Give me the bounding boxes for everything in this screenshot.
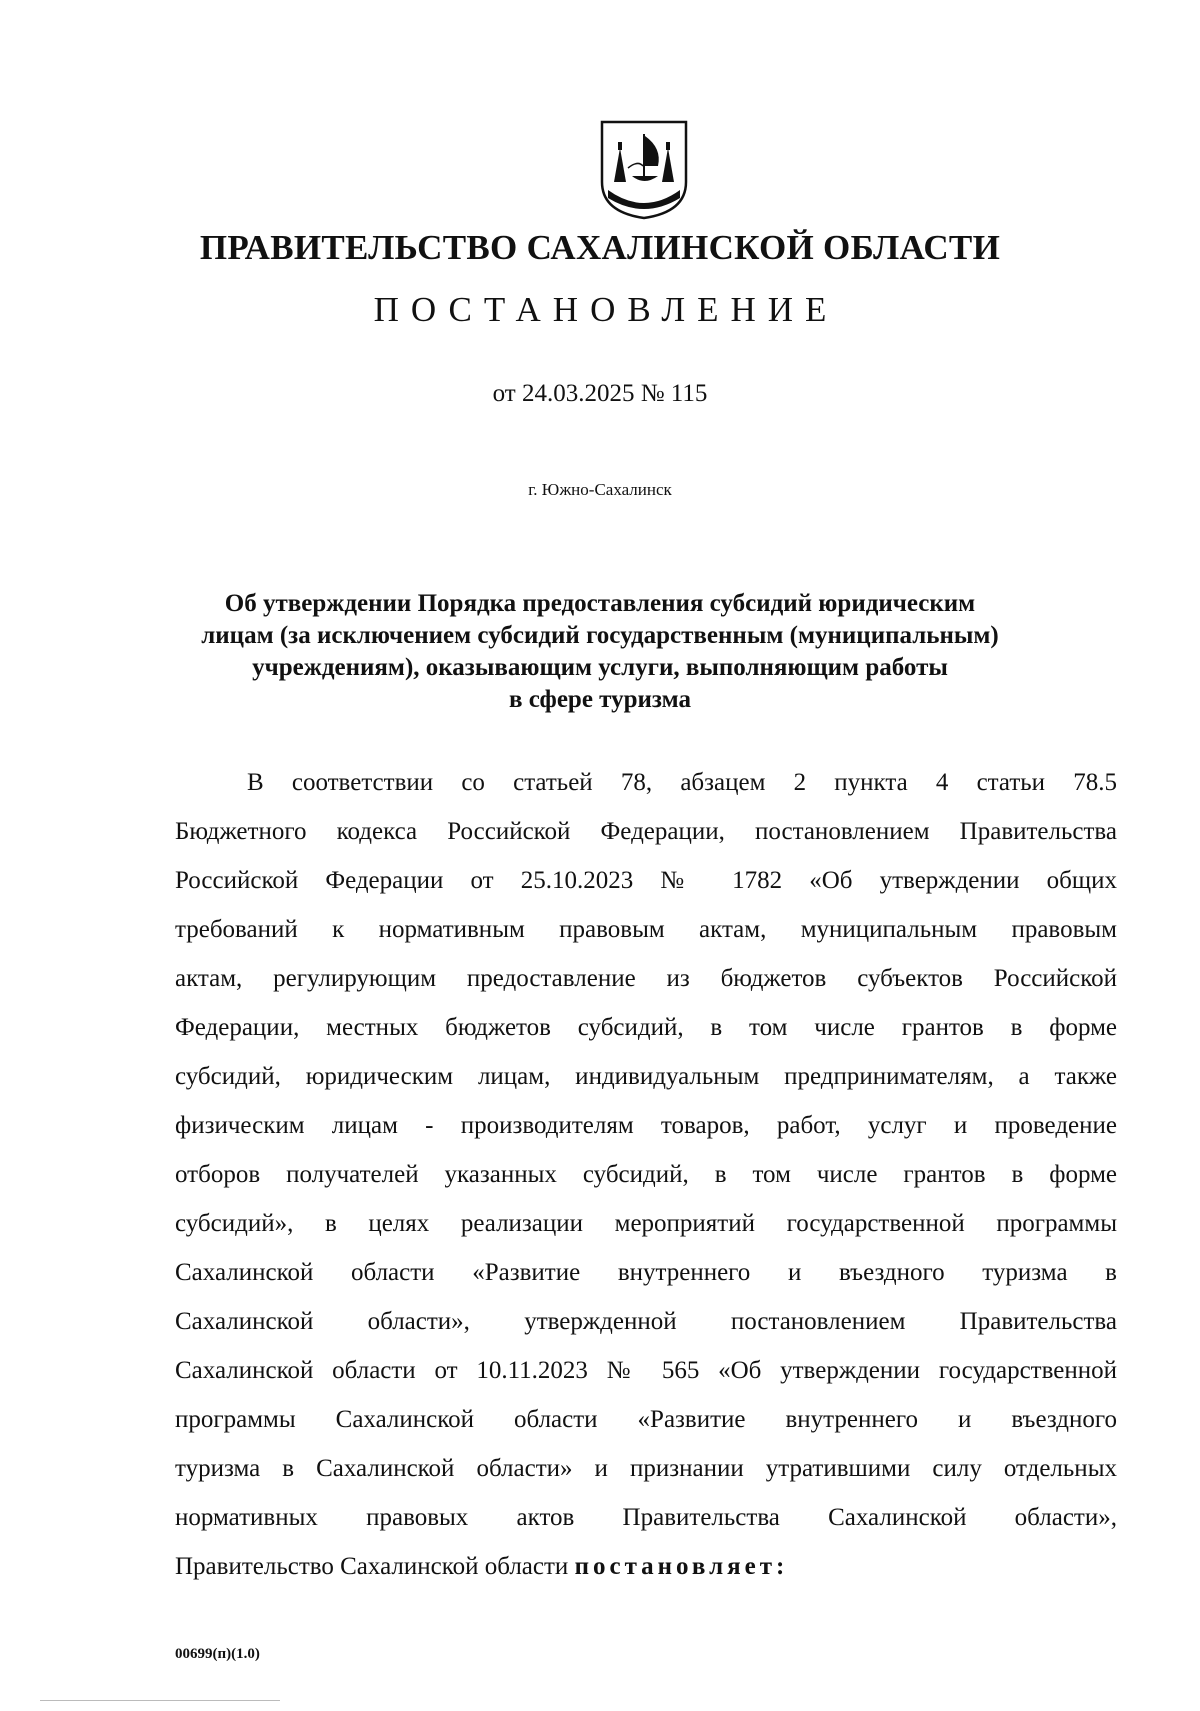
body-final-text: Правительство Сахалинской области [175, 1553, 569, 1580]
body-line: В соответствии со статьей 78, абзацем 2 пункта 4 статьи 78.5 [247, 769, 1117, 796]
body-line: субсидий», в целях реализации мероприятий государственной программы [175, 1210, 1117, 1237]
coat-of-arms-icon [598, 120, 690, 220]
subject-line: учреждениям), оказывающим услуги, выполняющим работы [252, 654, 948, 681]
body-line: Сахалинской области», утвержденной постановлением Правительства [175, 1308, 1117, 1335]
body-line: программы Сахалинской области «Развитие внутреннего и въездного [175, 1406, 1117, 1433]
organization-name: ПРАВИТЕЛЬСТВО САХАЛИНСКОЙ ОБЛАСТИ [199, 228, 1001, 267]
subject-line: Об утверждении Порядка предоставления субсидий юридическим [224, 590, 976, 617]
document-subject [150, 588, 1050, 716]
body-line: физическим лицам - производителям товаров, работ, услуг и проведение [175, 1112, 1117, 1139]
resolve-word: постановляет: [574, 1553, 789, 1580]
bottom-divider [40, 1700, 280, 1701]
body-line: Сахалинской области «Развитие внутреннего и въездного туризма в [175, 1259, 1117, 1286]
document-code: 00699(п)(1.0) [175, 1646, 260, 1662]
body-line: требований к нормативным правовым актам, муниципальным правовым [175, 916, 1117, 943]
body-line: Российской Федерации от 25.10.2023 № 1782 «Об утверждении общих [175, 867, 1117, 894]
body-line: отборов получателей указанных субсидий, в том числе грантов в форме [175, 1161, 1117, 1188]
body-line: Сахалинской области от 10.11.2023 № 565 «Об утверждении государственной [175, 1357, 1117, 1384]
body-final-line [175, 1542, 1117, 1591]
city: г. Южно-Сахалинск [528, 480, 672, 499]
document-type: ПОСТАНОВЛЕНИЕ [373, 290, 839, 329]
body-line: нормативных правовых актов Правительства Сахалинской области», [175, 1504, 1117, 1531]
body-line: туризма в Сахалинской области» и признании утратившими силу отдельных [175, 1455, 1117, 1482]
subject-line: в сфере туризма [509, 686, 691, 713]
subject-line: лицам (за исключением субсидий государственным (муниципальным) [201, 622, 999, 649]
body-line: Федерации, местных бюджетов субсидий, в том числе грантов в форме [175, 1014, 1117, 1041]
body-line: субсидий, юридическим лицам, индивидуальным предпринимателям, а также [175, 1063, 1117, 1090]
body-text [175, 758, 1117, 1591]
body-line: актам, регулирующим предоставление из бюджетов субъектов Российской [175, 965, 1117, 992]
date-number: от 24.03.2025 № 115 [492, 380, 708, 407]
body-line: Бюджетного кодекса Российской Федерации, постановлением Правительства [175, 818, 1117, 845]
